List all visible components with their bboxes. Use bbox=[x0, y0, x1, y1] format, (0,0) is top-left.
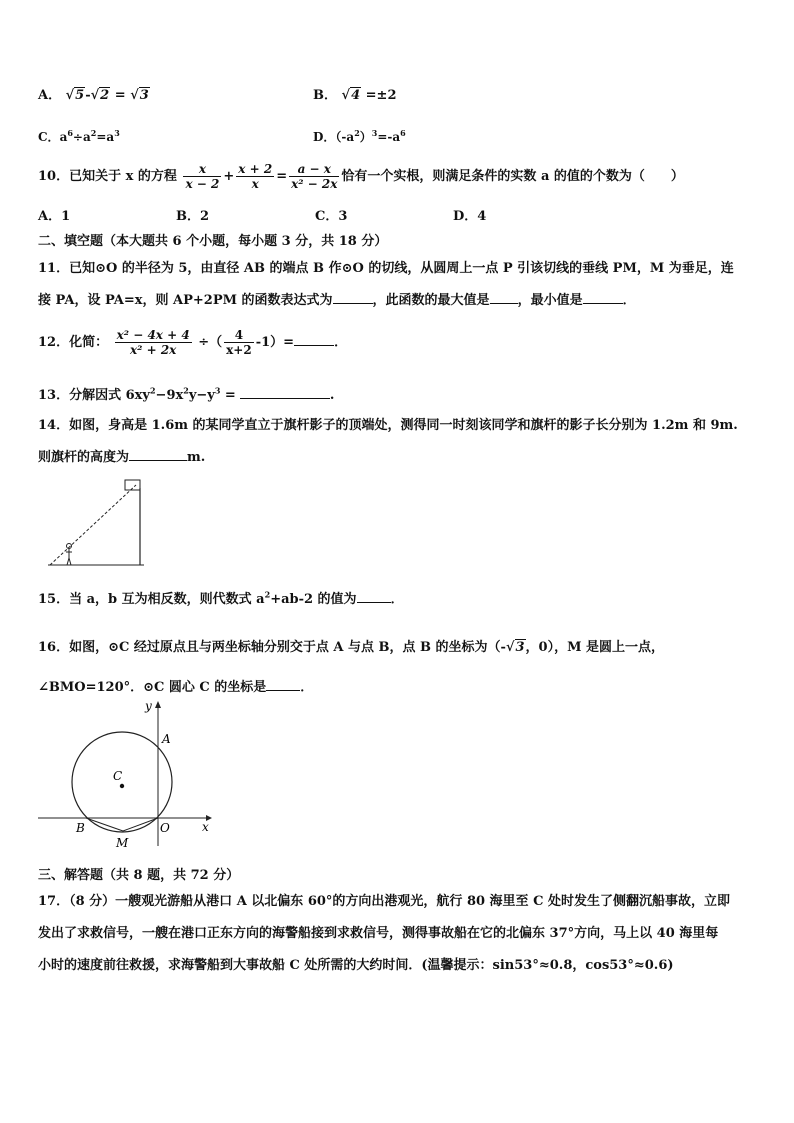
q12-fraction-1: $\frac{\text{x² − 4x + 4}}{\text{x² + 2x}}$ bbox=[116, 328, 190, 357]
q15-blank[interactable] bbox=[357, 590, 391, 603]
q14-flagpole-figure bbox=[40, 476, 150, 568]
x-axis-label: x bbox=[202, 820, 209, 834]
q12-blank[interactable] bbox=[294, 333, 334, 346]
y-axis-arrow-icon bbox=[155, 701, 161, 708]
q10-option-a: A．1 bbox=[38, 209, 71, 224]
center-point bbox=[120, 784, 124, 788]
q11-line-1: 11．已知⊙O 的半径为 5，由直径 AB 的端点 B 作⊙O 的切线，从圆周上一点 P 引该切线的垂线 PM，M 为垂足，连 bbox=[38, 261, 734, 276]
point-a-label: A bbox=[162, 732, 171, 746]
q17-line-3: 小时的速度前往救援，求海警船到大事故船 C 处所需的大约时间．(温馨提示：sin53°≈0.8，cos53°≈0.6) bbox=[38, 958, 674, 973]
q15-stem: 15．当 a，b 互为相反数，则代数式 $a^2+ab-2$ 的值为 ． bbox=[38, 589, 404, 607]
q12-fraction-2: $\frac{4}{x+2}$ bbox=[226, 328, 252, 357]
q10-fraction-1: $\frac{x}{x - 2}$ bbox=[185, 162, 220, 191]
section-2-heading: 二、填空题（本大题共 6 个小题，每小题 3 分，共 18 分） bbox=[38, 234, 388, 249]
q13-stem: 13．分解因式 $6xy^2-9x^2y-y^3$ = . bbox=[38, 385, 335, 403]
q9-option-a: A． √5-√2 = √3 bbox=[38, 88, 149, 103]
q16-line-2: ∠BMO=120°．⊙C 圆心 C 的坐标是 ． bbox=[38, 680, 314, 695]
q11-line-2: 接 PA，设 PA=x，则 AP+2PM 的函数表达式为 ，此函数的最大值是 ，最小值是 ． bbox=[38, 293, 636, 308]
q10-stem: 10．已知关于 x 的方程 $\frac{x}{x - 2}$ + $\frac{x + 2}{x}$ = $\frac{a - x}{\text{x² − 2x}}$ 恰有一个实根，则满足条件的实数 a 的值的个数为（ ） bbox=[38, 162, 684, 191]
q10-option-b: B．2 bbox=[176, 209, 210, 224]
q10-option-d: D．4 bbox=[453, 209, 487, 224]
q17-line-1: 17．（8 分）一艘观光游船从港口 A 以北偏东 60°的方向出港观光，航行 80 海里至 C 处时发生了侧翻沉船事故，立即 bbox=[38, 894, 730, 909]
q16-line-1: 16．如图，⊙C 经过原点且与两坐标轴分别交于点 A 与点 B，点 B 的坐标为（-√3，0），M 是圆上一点， bbox=[38, 640, 665, 655]
point-c-label: C bbox=[113, 769, 123, 783]
y-axis-label: y bbox=[145, 699, 152, 713]
q14-line-1: 14．如图，身高是 1.6m 的某同学直立于旗杆影子的顶端处，测得同一时刻该同学和旗杆的影子长分别为 1.2m 和 9m. bbox=[38, 418, 738, 433]
q12-stem: 12．化简： $\frac{\text{x² − 4x + 4}}{\text{x² + 2x}}$ ÷（ $\frac{4}{x+2}$ -1）= ． bbox=[38, 328, 348, 357]
q11-blank-1[interactable] bbox=[333, 291, 373, 304]
origin-label: O bbox=[160, 821, 170, 835]
point-m-label: M bbox=[116, 836, 129, 850]
q9-option-d: D．$(-a^2)^3=-a^6$ bbox=[313, 128, 406, 144]
q10-fraction-2: $\frac{x + 2}{x}$ bbox=[238, 162, 273, 191]
q17-line-2: 发出了求救信号，一艘在港口正东方向的海警船接到求救信号，测得事故船在它的北偏东 37°方向，马上以 40 海里每 bbox=[38, 926, 719, 941]
section-3-heading: 三、解答题（共 8 题，共 72 分） bbox=[38, 868, 240, 883]
q9-option-c: C．$a^6\div a^2=a^3$ bbox=[38, 128, 120, 144]
q13-blank[interactable] bbox=[240, 386, 330, 399]
q11-blank-2[interactable] bbox=[490, 291, 518, 304]
q11-blank-3[interactable] bbox=[583, 291, 623, 304]
sun-ray-line bbox=[50, 485, 136, 565]
q16-blank[interactable] bbox=[266, 678, 300, 691]
q10-option-c: C．3 bbox=[315, 209, 348, 224]
q14-line-2: 则旗杆的高度为 m. bbox=[38, 450, 206, 465]
point-b-label: B bbox=[76, 821, 85, 835]
q14-blank[interactable] bbox=[129, 448, 187, 461]
q9-option-b: B． √4 =±2 bbox=[313, 88, 397, 103]
q10-fraction-3: $\frac{a - x}{\text{x² − 2x}}$ bbox=[291, 162, 338, 191]
q16-circle-figure bbox=[36, 698, 216, 850]
